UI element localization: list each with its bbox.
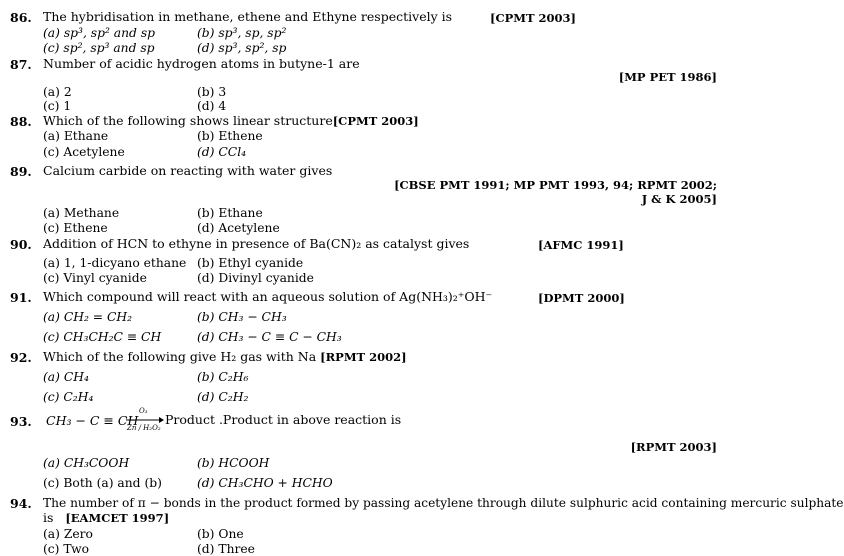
option-b: (b) Ethyl cyanide xyxy=(197,256,304,270)
option-c: (c) Acetylene xyxy=(43,145,125,159)
exam-reference: [CPMT 2003] xyxy=(490,11,576,25)
exam-reference: [EAMCET 1997] xyxy=(65,511,170,525)
exam-reference: [MP PET 1986] xyxy=(618,70,717,84)
option-c: (c) C₂H₄ xyxy=(43,390,94,404)
option-d: (d) Divinyl cyanide xyxy=(197,271,314,285)
exam-reference: [CPMT 2003] xyxy=(332,114,419,128)
option-c: (c) Ethene xyxy=(43,221,108,235)
option-a: (a) 1, 1-dicyano ethane xyxy=(43,256,187,270)
question-text: Which of the following give H₂ gas with Na [RPMT 2002] xyxy=(43,349,407,364)
option-d: (d) sp³, sp², sp xyxy=(197,41,287,55)
option-c: (c) Vinyl cyanide xyxy=(43,271,147,285)
option-b: (b) C₂H₆ xyxy=(197,370,249,384)
option-b: (b) 3 xyxy=(197,85,227,99)
exam-reference: [RPMT 2003] xyxy=(630,440,717,454)
exam-reference: [AFMC 1991] xyxy=(538,238,624,252)
right-arrow-icon xyxy=(126,416,164,424)
exam-reference: [RPMT 2002] xyxy=(320,350,407,364)
exam-reference-line1: [CBSE PMT 1991; MP PMT 1993, 94; RPMT 2002; xyxy=(394,178,717,192)
question-number: 93. xyxy=(10,414,32,429)
question-text: Calcium carbide on reacting with water gives xyxy=(43,163,333,178)
option-a: (a) CH₂ = CH₂ xyxy=(43,310,133,324)
question-text-line2: is [EAMCET 1997] xyxy=(43,510,170,525)
question-number: 88. xyxy=(10,114,32,129)
question-text: The number of π − bonds in the product formed by passing acetylene through dilute sulphuric acid containing mercuric sulphate xyxy=(43,496,844,510)
arrow-reagent-bottom: Zn / H₂O₂ xyxy=(127,424,161,432)
option-c: (c) CH₃CH₂C ≡ CH xyxy=(43,330,162,344)
reactant-formula: CH₃ − C ≡ CH xyxy=(46,413,139,428)
option-a: (a) CH₄ xyxy=(43,370,89,384)
question-text: Product .Product in above reaction is xyxy=(165,412,402,427)
option-a: (a) Zero xyxy=(43,527,93,541)
question-number: 89. xyxy=(10,164,32,179)
question-text: Which of the following shows linear structure[CPMT 2003] xyxy=(43,113,419,128)
question-text: Addition of HCN to ethyne in presence of Ba(CN)₂ as catalyst gives xyxy=(43,236,470,251)
option-b: (b) Ethene xyxy=(197,129,263,143)
option-d: (d) Three xyxy=(197,542,255,556)
option-c: (c) 1 xyxy=(43,99,72,113)
option-a: (a) Ethane xyxy=(43,129,109,143)
option-d: (d) CH₃CHO + HCHO xyxy=(197,476,333,490)
option-b: (b) HCOOH xyxy=(197,456,270,470)
option-d: (d) C₂H₂ xyxy=(197,390,249,404)
exam-reference-line2: J & K 2005] xyxy=(641,192,717,206)
option-a: (a) 2 xyxy=(43,85,72,99)
question-number: 92. xyxy=(10,350,32,365)
option-b: (b) Ethane xyxy=(197,206,263,220)
question-text: The hybridisation in methane, ethene and Ethyne respectively is xyxy=(43,9,453,24)
option-c: (c) Two xyxy=(43,542,90,556)
arrow-reagent-top: O₃ xyxy=(139,407,148,415)
option-d: (d) 4 xyxy=(197,99,227,113)
option-b: (b) sp³, sp, sp² xyxy=(197,26,287,40)
option-a: (a) Methane xyxy=(43,206,120,220)
option-a: (a) CH₃COOH xyxy=(43,456,130,470)
option-a: (a) sp³, sp² and sp xyxy=(43,26,155,40)
option-d: (d) CCl₄ xyxy=(197,145,247,159)
exam-reference: [DPMT 2000] xyxy=(538,291,625,305)
question-text: Number of acidic hydrogen atoms in butyne-1 are xyxy=(43,56,360,71)
option-b: (b) One xyxy=(197,527,244,541)
reaction-arrow xyxy=(126,407,164,433)
question-number: 94. xyxy=(10,496,32,511)
option-c: (c) Both (a) and (b) xyxy=(43,476,162,490)
option-d: (d) CH₃ − C ≡ C − CH₃ xyxy=(197,330,342,344)
question-number: 90. xyxy=(10,237,32,252)
option-b: (b) CH₃ − CH₃ xyxy=(197,310,287,324)
question-number: 86. xyxy=(10,10,32,25)
question-number: 91. xyxy=(10,290,32,305)
option-d: (d) Acetylene xyxy=(197,221,280,235)
question-number: 87. xyxy=(10,57,32,72)
question-text: Which compound will react with an aqueous solution of Ag(NH₃)₂⁺OH⁻ xyxy=(43,289,493,304)
option-c: (c) sp², sp³ and sp xyxy=(43,41,155,55)
